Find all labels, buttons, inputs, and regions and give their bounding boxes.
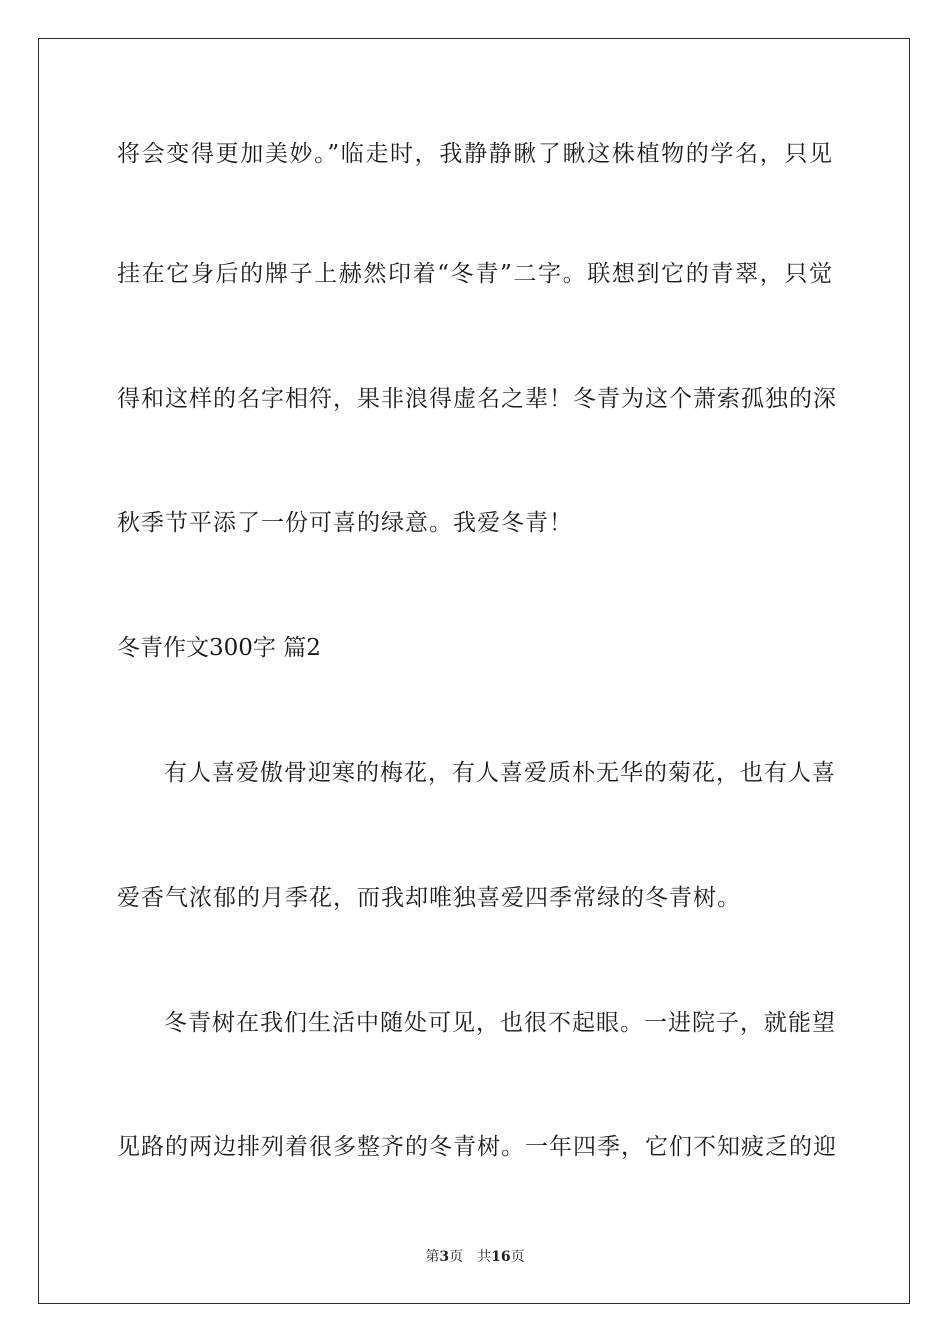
paragraph-line: 得和这样的名字相符，果非浪得虚名之辈！冬青为这个萧索孤独的深 xyxy=(117,386,837,412)
paragraph-line: 见路的两边排列着很多整齐的冬青树。一年四季，它们不知疲乏的迎 xyxy=(117,1134,837,1160)
footer-prefix: 第 xyxy=(425,1249,440,1265)
paragraph-line: 挂在它身后的牌子上赫然印着“冬青”二字。联想到它的青翠，只觉 xyxy=(117,261,833,287)
total-pages-number: 16 xyxy=(491,1249,511,1265)
page-border xyxy=(38,38,910,1304)
section-heading: 冬青作文300字 篇2 xyxy=(117,635,321,661)
paragraph-line: 将会变得更加美妙。”临走时，我静静瞅了瞅这株植物的学名，只见 xyxy=(117,141,833,167)
footer-suffix: 页 xyxy=(510,1249,525,1265)
paragraph-line: 有人喜爱傲骨迎寒的梅花，有人喜爱质朴无华的菊花，也有人喜 xyxy=(164,760,836,786)
current-page-number: 3 xyxy=(439,1249,450,1265)
paragraph-line: 冬青树在我们生活中随处可见，也很不起眼。一进院子，就能望 xyxy=(164,1010,836,1036)
footer-middle: 页 共 xyxy=(449,1249,492,1265)
paragraph-line: 秋季节平添了一份可喜的绿意。我爱冬青！ xyxy=(117,510,573,536)
paragraph-line: 爱香气浓郁的月季花，而我却唯独喜爱四季常绿的冬青树。 xyxy=(117,885,741,911)
page-footer xyxy=(0,1247,950,1267)
